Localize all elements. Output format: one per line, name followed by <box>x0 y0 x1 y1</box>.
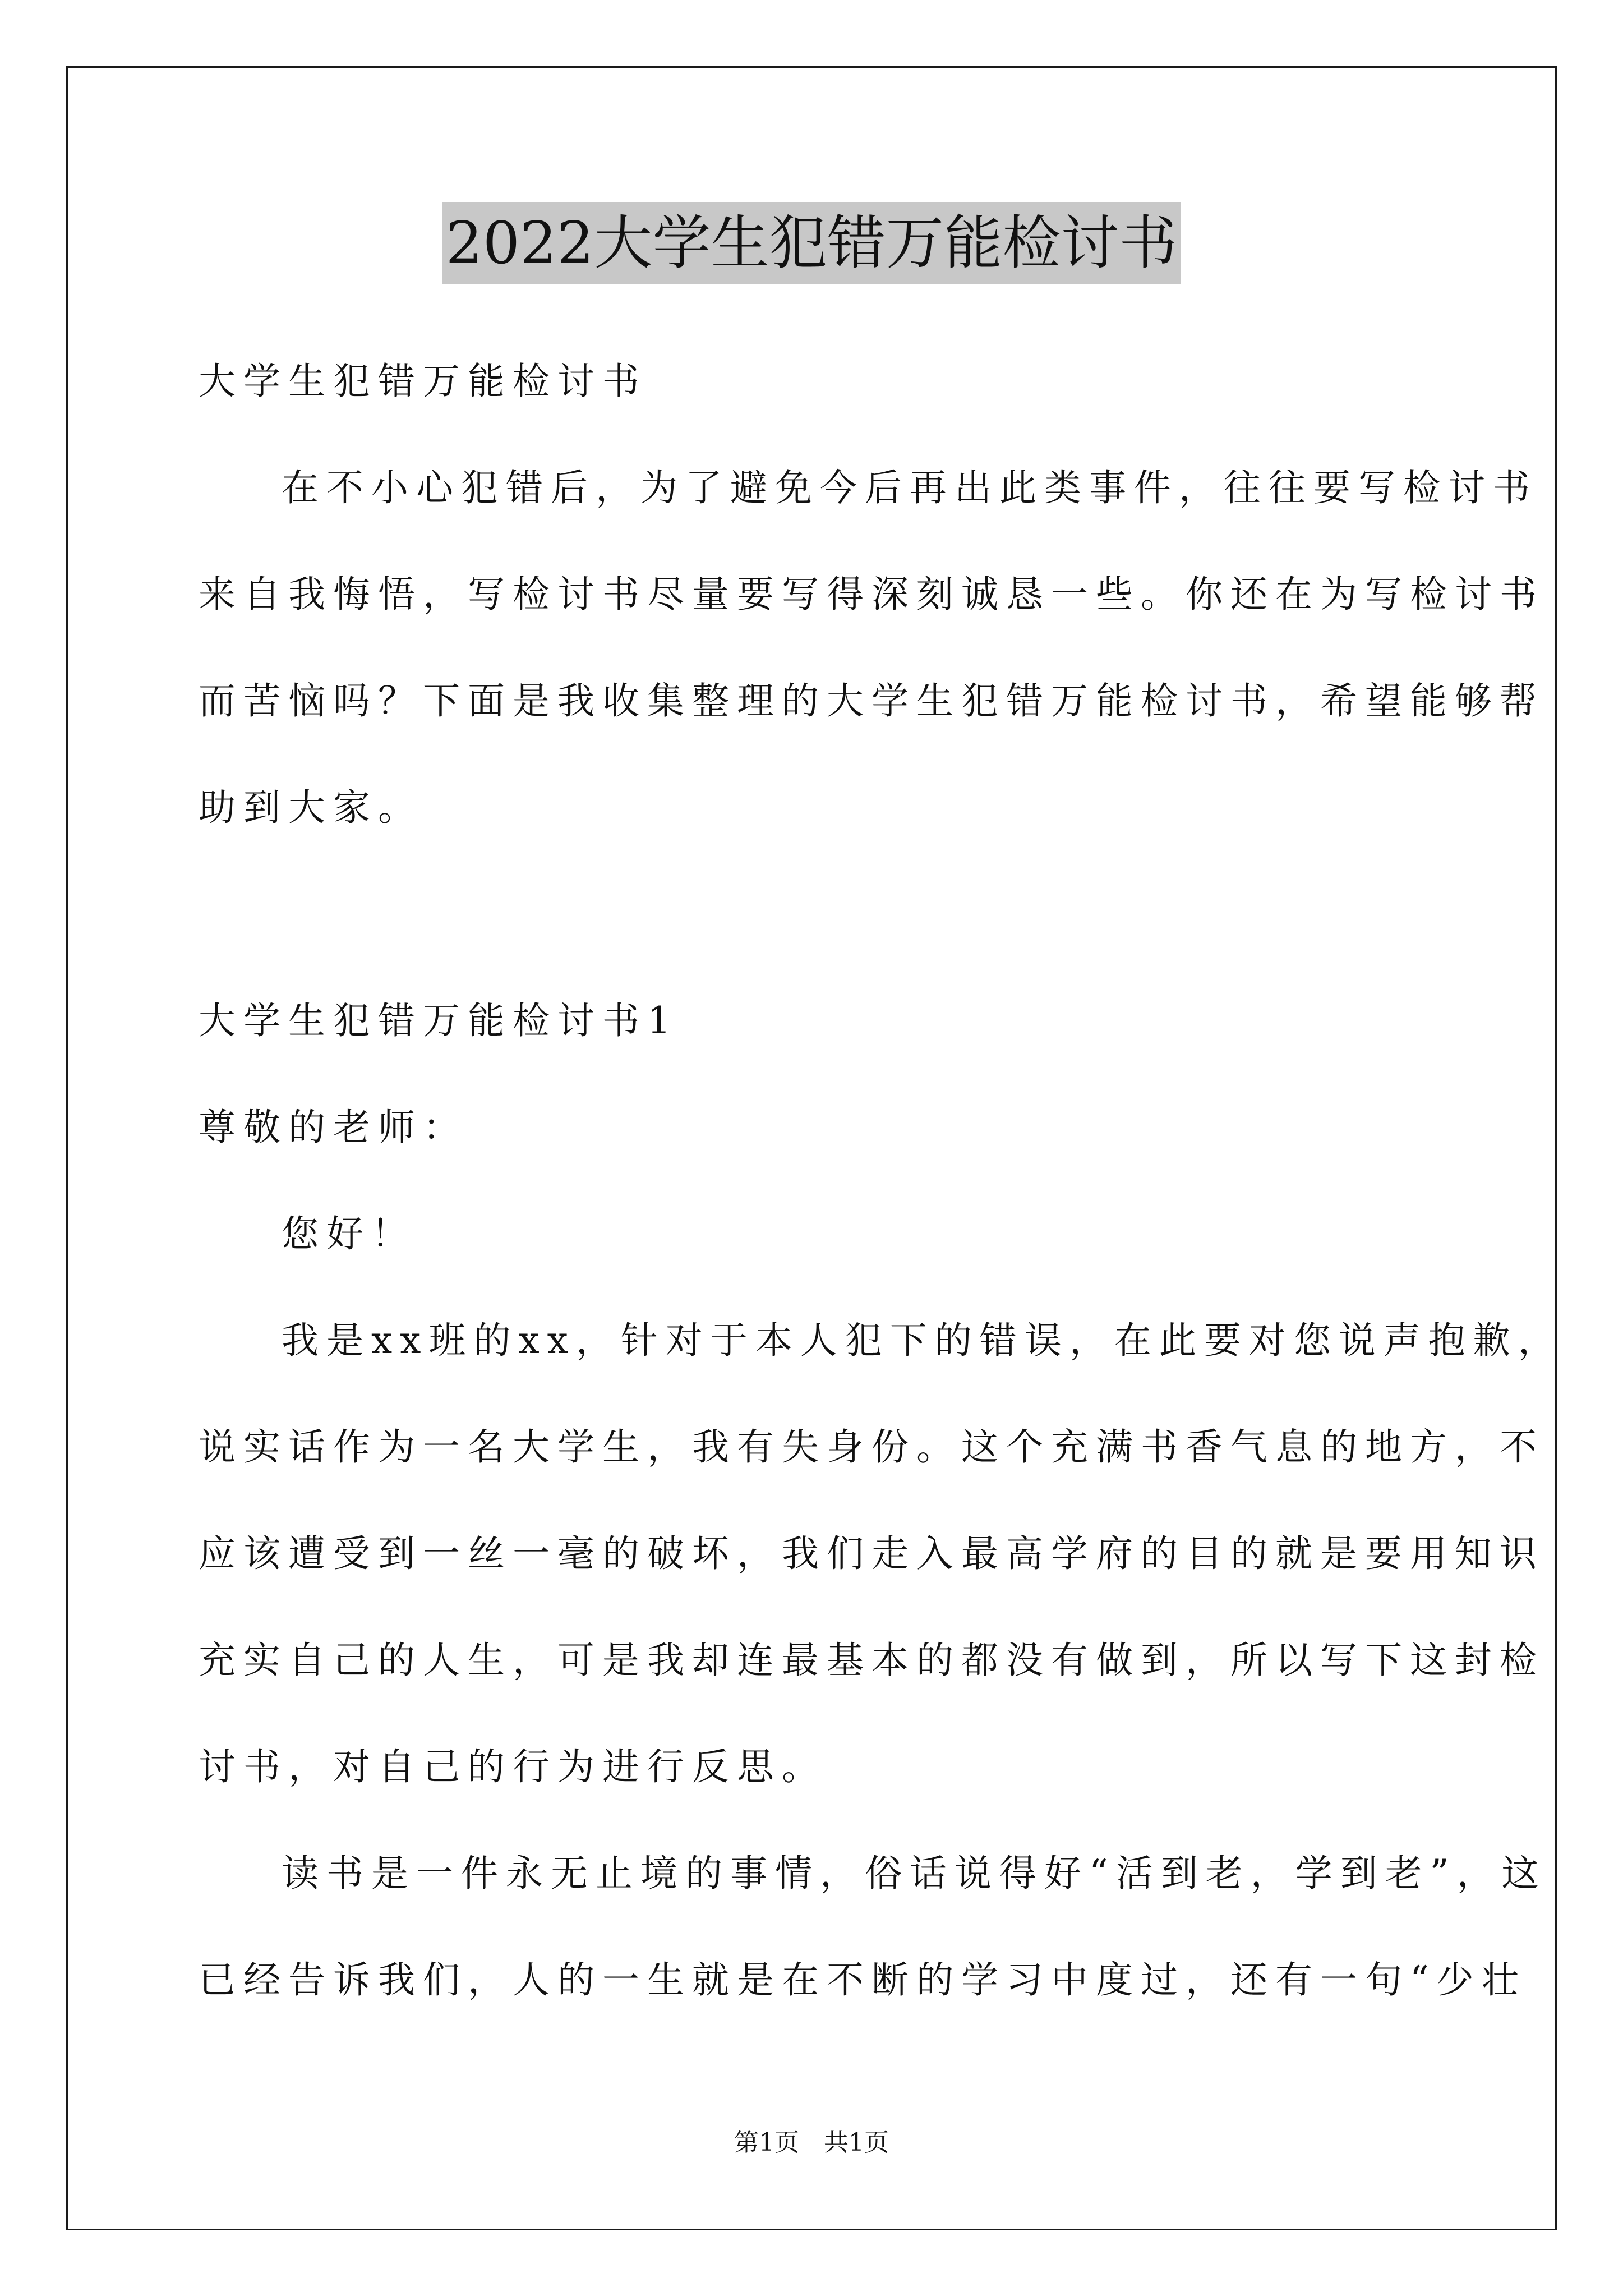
body-line: 充实自己的人生，可是我却连最基本的都没有做到，所以写下这封检 <box>199 1639 1544 1682</box>
intro-line: 而苦恼吗？下面是我收集整理的大学生犯错万能检讨书，希望能够帮 <box>199 679 1544 723</box>
body-line: 说实话作为一名大学生，我有失身份。这个充满书香气息的地方，不 <box>199 1425 1544 1469</box>
body-line: 读书是一件永无止境的事情，俗话说得好“活到老，学到老”，这 <box>282 1852 1547 1895</box>
page-number: 第1页 共1页 <box>734 2128 889 2157</box>
document-subtitle: 大学生犯错万能检讨书 <box>199 360 647 403</box>
body-line: 我是xx班的xx，针对于本人犯下的错误，在此要对您说声抱歉， <box>282 1319 1563 1362</box>
intro-line: 在不小心犯错后，为了避免今后再出此类事件，往往要写检讨书 <box>282 466 1538 509</box>
body-line: 讨书，对自己的行为进行反思。 <box>199 1745 827 1788</box>
body-line: 已经告诉我们，人的一生就是在不断的学习中度过，还有一句“少壮 <box>199 1958 1527 2001</box>
salutation: 尊敬的老师： <box>199 1106 468 1149</box>
greeting: 您好！ <box>282 1212 416 1255</box>
section-heading: 大学生犯错万能检讨书1 <box>199 999 679 1042</box>
title-container <box>0 202 1623 284</box>
body-line: 应该遭受到一丝一毫的破坏，我们走入最高学府的目的就是要用知识 <box>199 1532 1544 1575</box>
document-title: 2022大学生犯错万能检讨书 <box>442 202 1181 284</box>
intro-line: 来自我悔悟，写检讨书尽量要写得深刻诚恳一些。你还在为写检讨书 <box>199 573 1544 616</box>
intro-line: 助到大家。 <box>199 786 423 829</box>
